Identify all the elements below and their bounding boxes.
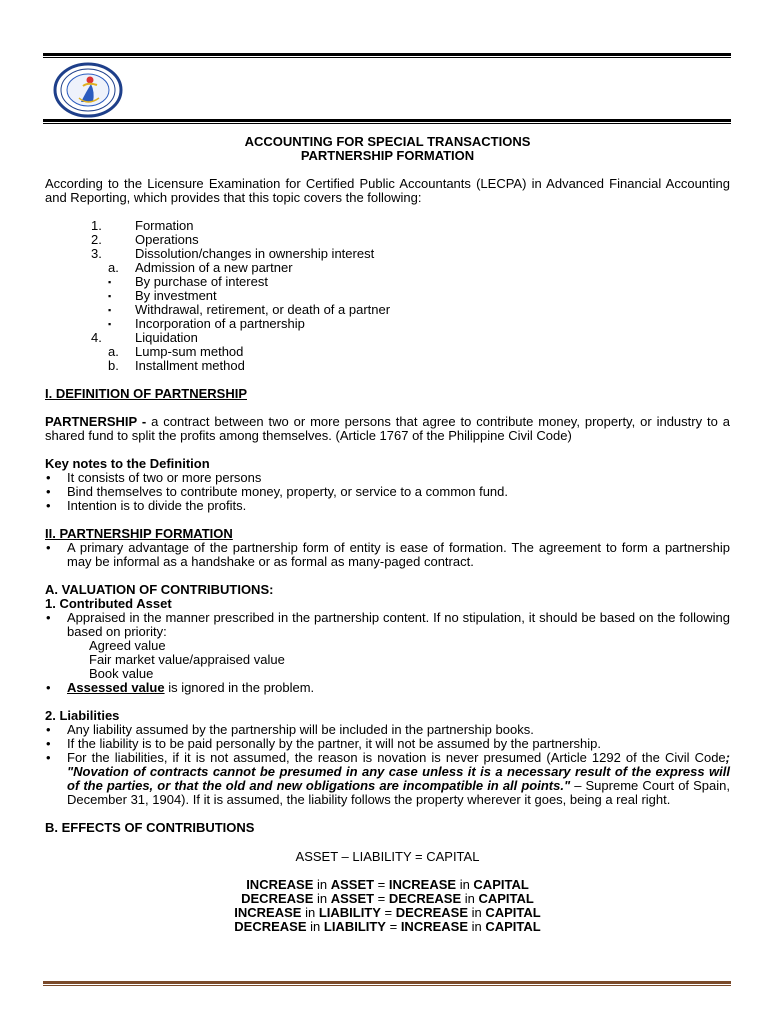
priority-item: Fair market value/appraised value [89,652,285,667]
list-item: b. Installment method [108,358,245,373]
effect-rule: DECREASE in LIABILITY = INCREASE in CAPITAL [234,919,541,934]
effect-rule: INCREASE in LIABILITY = DECREASE in CAPITAL [234,905,541,920]
footer-rule-thin [43,985,731,986]
document-body [45,135,730,934]
document-title: ACCOUNTING FOR SPECIAL TRANSACTIONS [244,134,531,149]
school-seal-logo [53,62,123,118]
list-item: 4. Liquidation [91,330,198,345]
list-item: • A primary advantage of the partnership form of entity is ease of formation. The agreement to form a partnership may be informal as a handshake or as formal as many-paged contract. [46,540,730,569]
priority-item: Book value [89,666,154,681]
header-bottom-rule-thick [43,119,731,122]
bullet-icon: • [46,736,51,751]
bullet-icon: • [46,498,51,513]
list-item: • It consists of two or more persons [46,470,262,485]
list-item: • For the liabilities, if it is not assumed, the reason is novation is never presumed (Article 1292 of the Civil Code; "Novation of contracts cannot be presumed in any case unless it is a necessary result of the express will of the parties, or that the old and new obligations are incompatible in all points." – Supreme Court of Spain, December 31, 1904). If it is assumed, the liability follows the property wherever it goes, being a real right. [46,750,730,807]
list-item: ▪ By investment [108,288,217,303]
header-rule-thick [43,53,731,56]
list-item: • Assessed value is ignored in the problem. [46,680,315,695]
section-heading-valuation: A. VALUATION OF CONTRIBUTIONS: [45,582,274,597]
key-notes-heading: Key notes to the Definition [45,456,210,471]
partnership-definition: PARTNERSHIP - a contract between two or more persons that agree to contribute money, property, or industry to a shared fund to split the profits among themselves. (Article 1767 of the Philippine Civil Code) [45,414,730,443]
list-item: 3. Dissolution/changes in ownership interest [91,246,375,261]
topic-list [45,219,730,373]
list-item: ▪ Withdrawal, retirement, or death of a partner [108,302,391,317]
document-subtitle: PARTNERSHIP FORMATION [300,148,475,163]
section-heading-formation: II. PARTNERSHIP FORMATION [45,526,233,541]
subheading-liabilities: 2. Liabilities [45,708,120,723]
bullet-icon: • [46,540,51,555]
list-item: ▪ By purchase of interest [108,274,268,289]
bullet-icon: • [46,470,51,485]
footer-rule-thick [43,981,731,984]
header-bottom-rule-thin [43,123,731,124]
list-item: • Any liability assumed by the partnership will be included in the partnership books. [46,722,534,737]
section-heading-effects: B. EFFECTS OF CONTRIBUTIONS [45,820,255,835]
header-rule-thin [43,57,731,58]
square-bullet-icon: ▪ [108,305,112,315]
bullet-icon: • [46,750,51,765]
priority-item: Agreed value [89,638,166,653]
section-heading-definition: I. DEFINITION OF PARTNERSHIP [45,386,247,401]
square-bullet-icon: ▪ [108,291,112,301]
list-item: • Intention is to divide the profits. [46,498,247,513]
list-item: ▪ Incorporation of a partnership [108,316,305,331]
list-item: a. Admission of a new partner [108,260,293,275]
list-item: 1. Formation [91,218,194,233]
square-bullet-icon: ▪ [108,277,112,287]
list-item: • Appraised in the manner prescribed in the partnership content. If no stipulation, it should be based on the following based on priority: [46,610,730,639]
effect-rule: DECREASE in ASSET = DECREASE in CAPITAL [241,891,534,906]
intro-paragraph: According to the Licensure Examination for Certified Public Accountants (LECPA) in Advanced Financial Accounting and Reporting, which provides that this topic covers the following: [45,176,730,205]
accounting-equation: ASSET – LIABILITY = CAPITAL [295,849,480,864]
list-item: • If the liability is to be paid personally by the partner, it will not be assumed by the partnership. [46,736,602,751]
list-item: a. Lump-sum method [108,344,244,359]
effect-rule: INCREASE in ASSET = INCREASE in CAPITAL [246,877,529,892]
bullet-icon: • [46,680,51,695]
bullet-icon: • [46,484,51,499]
effects-equations [45,878,730,934]
list-item: • Bind themselves to contribute money, property, or service to a common fund. [46,484,509,499]
list-item: 2. Operations [91,232,199,247]
subheading-contributed-asset: 1. Contributed Asset [45,596,172,611]
bullet-icon: • [46,610,51,625]
square-bullet-icon: ▪ [108,319,112,329]
bullet-icon: • [46,722,51,737]
